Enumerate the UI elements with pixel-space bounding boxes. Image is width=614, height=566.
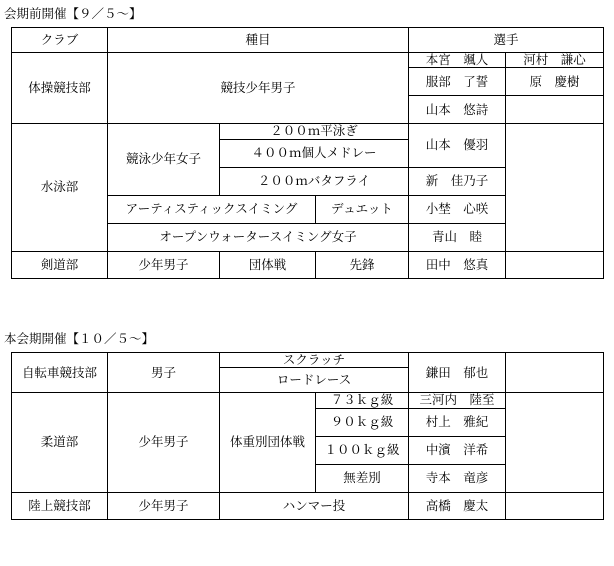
club-judo: 柔道部 bbox=[12, 393, 108, 492]
athlete-cell: 山本 悠詩 bbox=[409, 96, 506, 124]
club-athletics: 陸上競技部 bbox=[12, 492, 108, 519]
club-cycling: 自転車競技部 bbox=[12, 353, 108, 393]
section-title-main-period: 本会期開催【１０／５〜】 bbox=[4, 332, 155, 346]
club-swimming: 水泳部 bbox=[12, 124, 108, 251]
athlete-cell: 本宮 颯人 bbox=[409, 53, 506, 68]
athlete-cell: 村上 雅紀 bbox=[409, 408, 506, 436]
table-header-row bbox=[12, 28, 604, 53]
table-row bbox=[12, 353, 604, 368]
event-cell: ２００ｍバタフライ bbox=[220, 167, 409, 195]
athlete-cell-empty bbox=[506, 96, 604, 124]
event-group-swimming-girls: 競泳少年女子 bbox=[108, 124, 220, 195]
main-period-table bbox=[11, 352, 604, 520]
table-row bbox=[12, 251, 604, 278]
event-gymnastics: 競技少年男子 bbox=[108, 53, 409, 124]
athlete-cell: 鎌田 郁也 bbox=[409, 353, 506, 393]
weight-class-cell: ７３ｋｇ級 bbox=[316, 393, 409, 408]
pre-period-table bbox=[11, 27, 604, 279]
section-title-pre-period: 会期前開催【９／５〜】 bbox=[4, 7, 142, 21]
athlete-cell: 寺本 竜彦 bbox=[409, 464, 506, 492]
athlete-cell: 小埜 心咲 bbox=[409, 195, 506, 223]
athlete-cell: 青山 睦 bbox=[409, 223, 506, 251]
table-row bbox=[12, 492, 604, 519]
event-cycling-men: 男子 bbox=[108, 353, 220, 393]
club-kendo: 剣道部 bbox=[12, 251, 108, 278]
athlete-cell: 河村 謙心 bbox=[506, 53, 604, 68]
event-group-artistic-swimming: アーティスティックスイミング bbox=[108, 195, 316, 223]
weight-class-cell: 無差別 bbox=[316, 464, 409, 492]
table-row bbox=[12, 393, 604, 408]
event-cell: ロードレース bbox=[220, 368, 409, 393]
table-row bbox=[12, 124, 604, 139]
event-sub-duet: デュエット bbox=[316, 195, 409, 223]
athlete-cell: 山本 優羽 bbox=[409, 124, 506, 167]
athlete-cell: 新 佳乃子 bbox=[409, 167, 506, 195]
athlete-cell: 高橋 慶太 bbox=[409, 492, 506, 519]
athlete-cell: 服部 了誓 bbox=[409, 68, 506, 96]
header-club: クラブ bbox=[12, 28, 108, 53]
spacer-cell bbox=[506, 353, 604, 393]
header-event: 種目 bbox=[108, 28, 409, 53]
spacer-cell bbox=[506, 251, 604, 278]
event-cell: ４００ｍ個人メドレー bbox=[220, 139, 409, 167]
athlete-cell: 三河内 陸至 bbox=[409, 393, 506, 408]
weight-class-cell: １００ｋｇ級 bbox=[316, 436, 409, 464]
spacer-cell bbox=[506, 492, 604, 519]
event-cell: 少年男子 bbox=[108, 492, 220, 519]
event-open-water: オープンウォータースイミング女子 bbox=[108, 223, 409, 251]
club-gymnastics: 体操競技部 bbox=[12, 53, 108, 124]
event-cell: スクラッチ bbox=[220, 353, 409, 368]
event-judo-team: 体重別団体戦 bbox=[220, 393, 316, 492]
athlete-cell: 中濱 洋希 bbox=[409, 436, 506, 464]
spacer-cell bbox=[506, 393, 604, 492]
event-cell: 少年男子 bbox=[108, 251, 220, 278]
event-judo-boys: 少年男子 bbox=[108, 393, 220, 492]
athlete-cell: 田中 悠真 bbox=[409, 251, 506, 278]
event-cell: ２００ｍ平泳ぎ bbox=[220, 124, 409, 139]
table-row bbox=[12, 53, 604, 68]
event-cell: 団体戦 bbox=[220, 251, 316, 278]
event-cell: 先鋒 bbox=[316, 251, 409, 278]
header-athlete: 選手 bbox=[409, 28, 604, 53]
athlete-cell: 原 慶樹 bbox=[506, 68, 604, 96]
event-cell: ハンマー投 bbox=[220, 492, 409, 519]
weight-class-cell: ９０ｋｇ級 bbox=[316, 408, 409, 436]
athlete-cell-empty bbox=[506, 124, 604, 251]
